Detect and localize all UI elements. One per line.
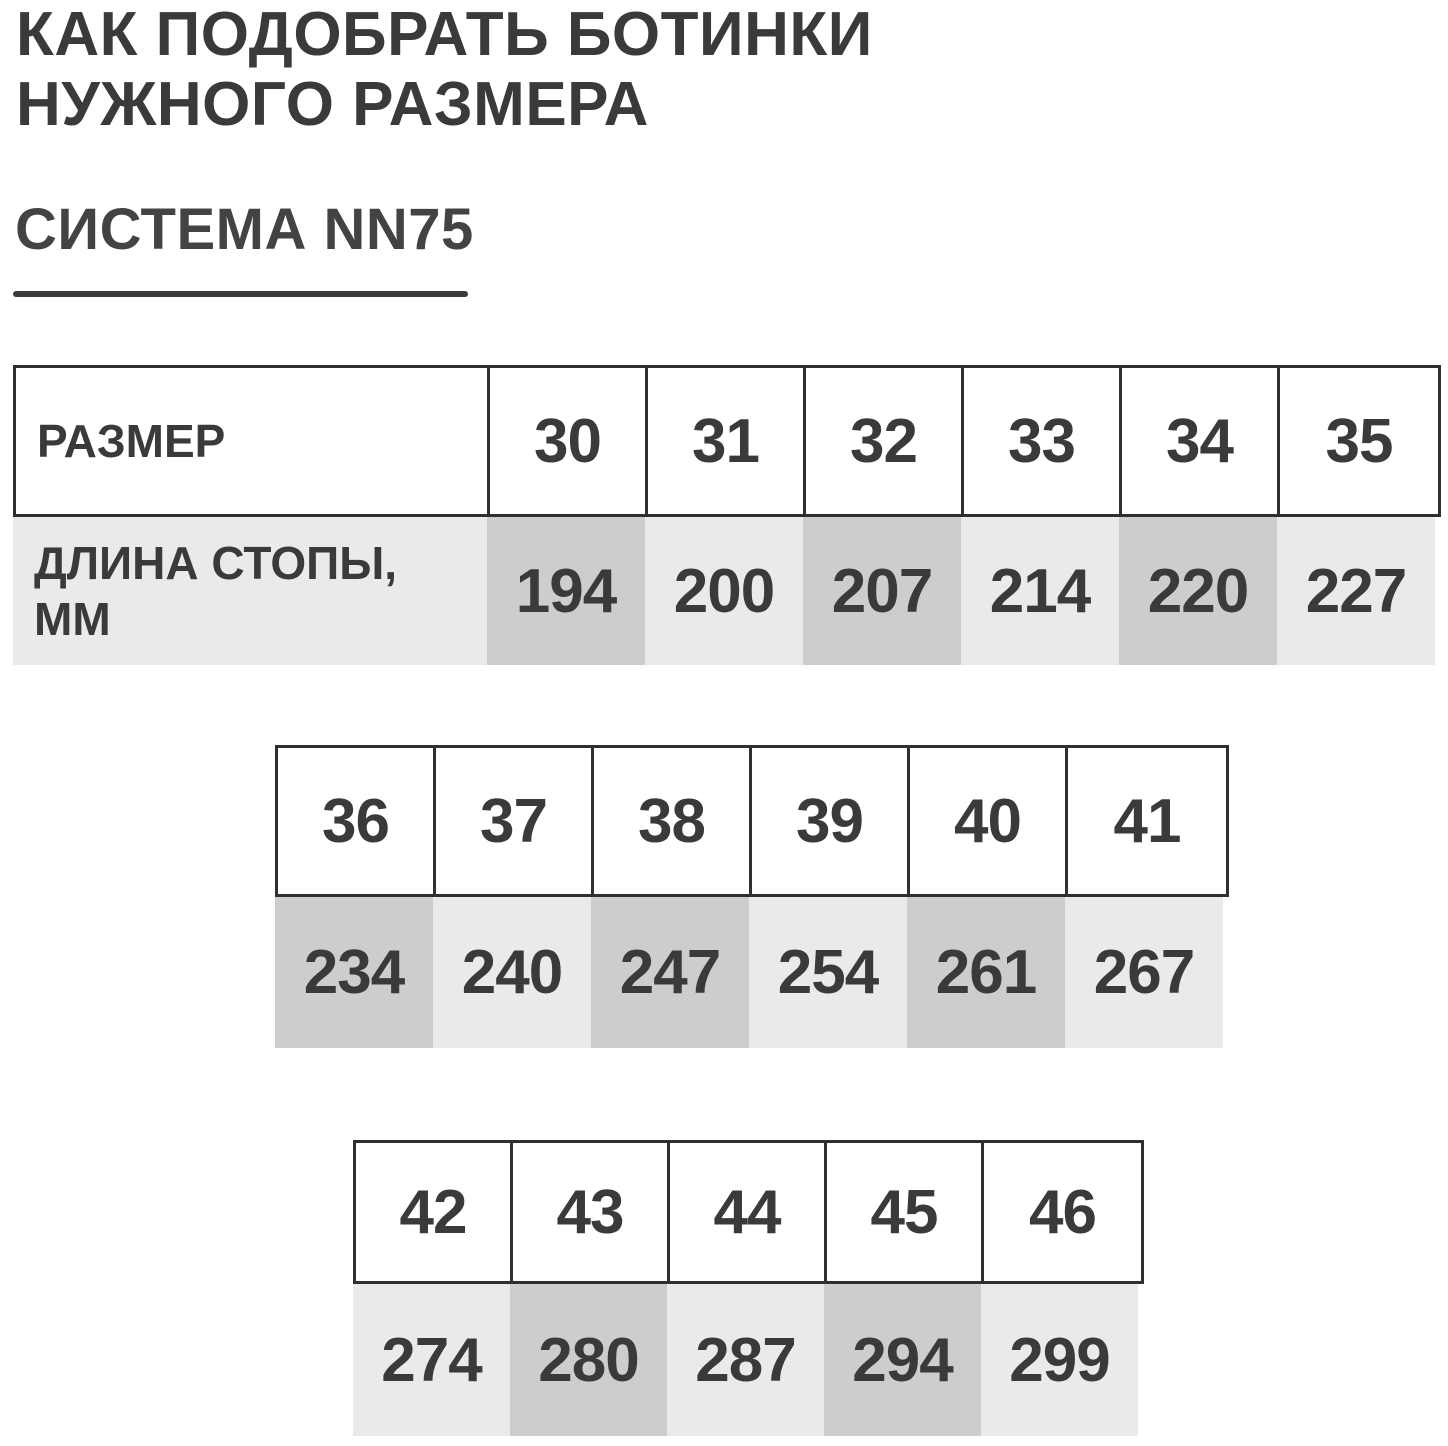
size-cell: 31 [648, 368, 806, 514]
size-cell: 45 [827, 1143, 984, 1281]
length-cell: 267 [1065, 897, 1223, 1048]
foot-length-row [353, 1284, 1144, 1436]
length-cell: 261 [907, 897, 1065, 1048]
length-cell: 274 [353, 1284, 510, 1436]
subtitle-underline [13, 291, 468, 297]
page-title [16, 0, 873, 140]
page-title-line2: НУЖНОГО РАЗМЕРА [16, 70, 649, 139]
size-header-row [353, 1140, 1144, 1284]
size-header-row [275, 745, 1229, 897]
size-cell: 37 [436, 748, 594, 894]
size-cell: 43 [513, 1143, 670, 1281]
size-cell: 46 [1029, 1177, 1096, 1247]
system-subtitle: СИСТЕМА NN75 [15, 197, 474, 262]
size-cell: 33 [964, 368, 1122, 514]
size-table-36-41 [275, 745, 1229, 1048]
length-cell: 294 [824, 1284, 981, 1436]
length-cell: 214 [961, 517, 1119, 665]
size-table-30-35 [13, 365, 1441, 665]
foot-length-row [13, 517, 1441, 665]
length-cell: 247 [591, 897, 749, 1048]
size-cell: 40 [910, 748, 1068, 894]
size-cell: 42 [356, 1143, 513, 1281]
size-table-42-46 [353, 1140, 1144, 1436]
size-cell: 35 [1325, 406, 1393, 476]
size-cell: 38 [594, 748, 752, 894]
length-cell: 299 [981, 1284, 1138, 1436]
length-cell: 287 [667, 1284, 824, 1436]
length-cell: 194 [487, 517, 645, 665]
length-cell: 220 [1119, 517, 1277, 665]
length-cell: 280 [510, 1284, 667, 1436]
size-cell: 41 [1113, 786, 1181, 856]
foot-length-row-label: ДЛИНА СТОПЫ, ММ [13, 517, 487, 665]
size-cell: 30 [490, 368, 648, 514]
foot-length-row [275, 897, 1229, 1048]
size-cell: 34 [1122, 368, 1280, 514]
size-row-label: РАЗМЕР [16, 368, 490, 514]
size-header-row [13, 365, 1441, 517]
length-cell: 234 [275, 897, 433, 1048]
length-cell: 227 [1277, 517, 1435, 665]
size-cell: 32 [806, 368, 964, 514]
length-cell: 240 [433, 897, 591, 1048]
length-cell: 200 [645, 517, 803, 665]
size-cell: 36 [278, 748, 436, 894]
length-cell: 207 [803, 517, 961, 665]
size-cell: 44 [670, 1143, 827, 1281]
page-title-line1: КАК ПОДОБРАТЬ БОТИНКИ [16, 0, 873, 69]
length-cell: 254 [749, 897, 907, 1048]
size-cell: 39 [752, 748, 910, 894]
